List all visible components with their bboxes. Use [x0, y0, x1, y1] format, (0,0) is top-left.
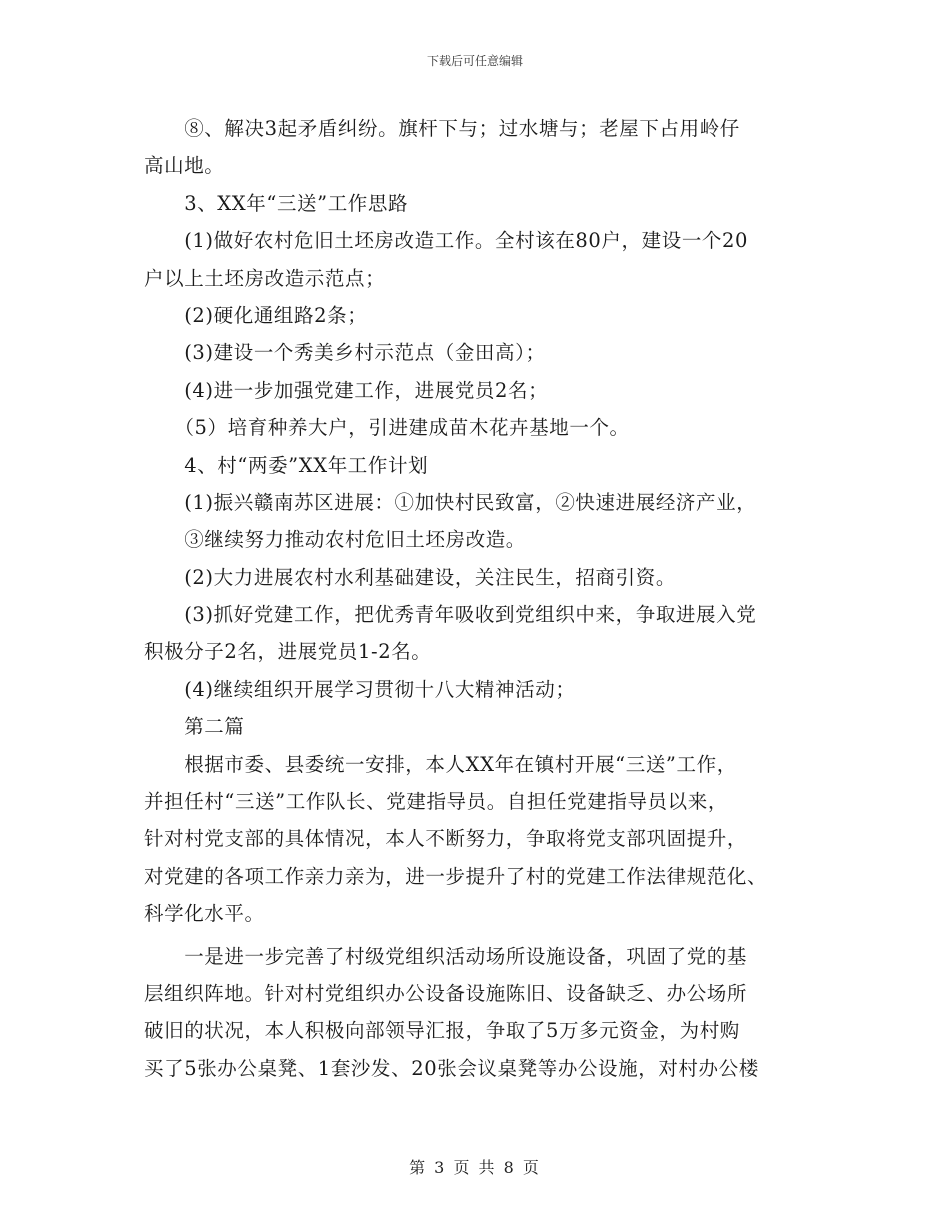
document-body: [144, 110, 816, 1087]
text-line: 积极分子2名，进展党员1-2名。: [144, 640, 432, 664]
text-line: 高山地。: [144, 154, 225, 178]
text-line: (1)做好农村危旧土坯房改造工作。全村该在80户，建设一个20: [144, 229, 749, 253]
text-line: 户以上土坯房改造示范点；: [144, 266, 386, 290]
text-line: 层组织阵地。针对村党组织办公设备设施陈旧、设备缺乏、办公场所: [144, 981, 748, 1005]
text-line: (2)大力进展农村水利基础建设，关注民生，招商引资。: [144, 565, 676, 589]
section-title: 第二篇: [144, 715, 245, 739]
text-line: 并担任村“三送”工作队长、党建指导员。自担任党建指导员以来，: [144, 790, 728, 814]
text-line: 3、XX年“三送”工作思路: [144, 191, 409, 215]
text-line: 破旧的状况，本人积极向部领导汇报，争取了5万多元资金，为村购: [144, 1019, 740, 1043]
text-line: (3)抓好党建工作，把优秀青年吸收到党组织中来，争取进展入党: [144, 603, 757, 627]
page-header: 下载后可任意编辑: [426, 54, 523, 68]
text-line: 买了5张办公桌凳、1套沙发、20张会议桌凳等办公设施，对村办公楼: [144, 1056, 759, 1080]
text-line: 科学化水平。: [144, 902, 265, 926]
text-line: (4)进一步加强党建工作，进展党员2名；: [144, 378, 549, 402]
text-line: (3)建设一个秀美乡村示范点（金田高）；: [144, 341, 546, 365]
text-line: (2)硬化通组路2条；: [144, 303, 368, 327]
text-line: (4)继续组织开展学习贯彻十八大精神活动；: [144, 677, 576, 701]
text-line: 对党建的各项工作亲力亲为，进一步提升了村的党建工作法律规范化、: [144, 864, 768, 888]
text-line: 4、村“两委”XX年工作计划: [144, 453, 429, 477]
text-line: ③继续努力推动农村危旧土坯房改造。: [144, 528, 526, 552]
text-line: 针对村党支部的具体情况，本人不断努力，争取将党支部巩固提升，: [144, 827, 748, 851]
text-line: （5）培育种养大户，引进建成苗木花卉基地一个。: [144, 416, 630, 440]
text-line: (1)振兴赣南苏区进展：①加快村民致富，②快速进展经济产业，: [144, 490, 757, 514]
text-line: 根据市委、县委统一安排，本人XX年在镇村开展“三送”工作，: [144, 752, 737, 776]
text-line: 一是进一步完善了村级党组织活动场所设施设备，巩固了党的基: [144, 944, 748, 968]
page-number-footer: 第 3 页 共 8 页: [409, 1158, 541, 1177]
text-line: ⑧、解决3起矛盾纠纷。旗杆下与；过水塘与；老屋下占用岭仔: [144, 117, 740, 140]
